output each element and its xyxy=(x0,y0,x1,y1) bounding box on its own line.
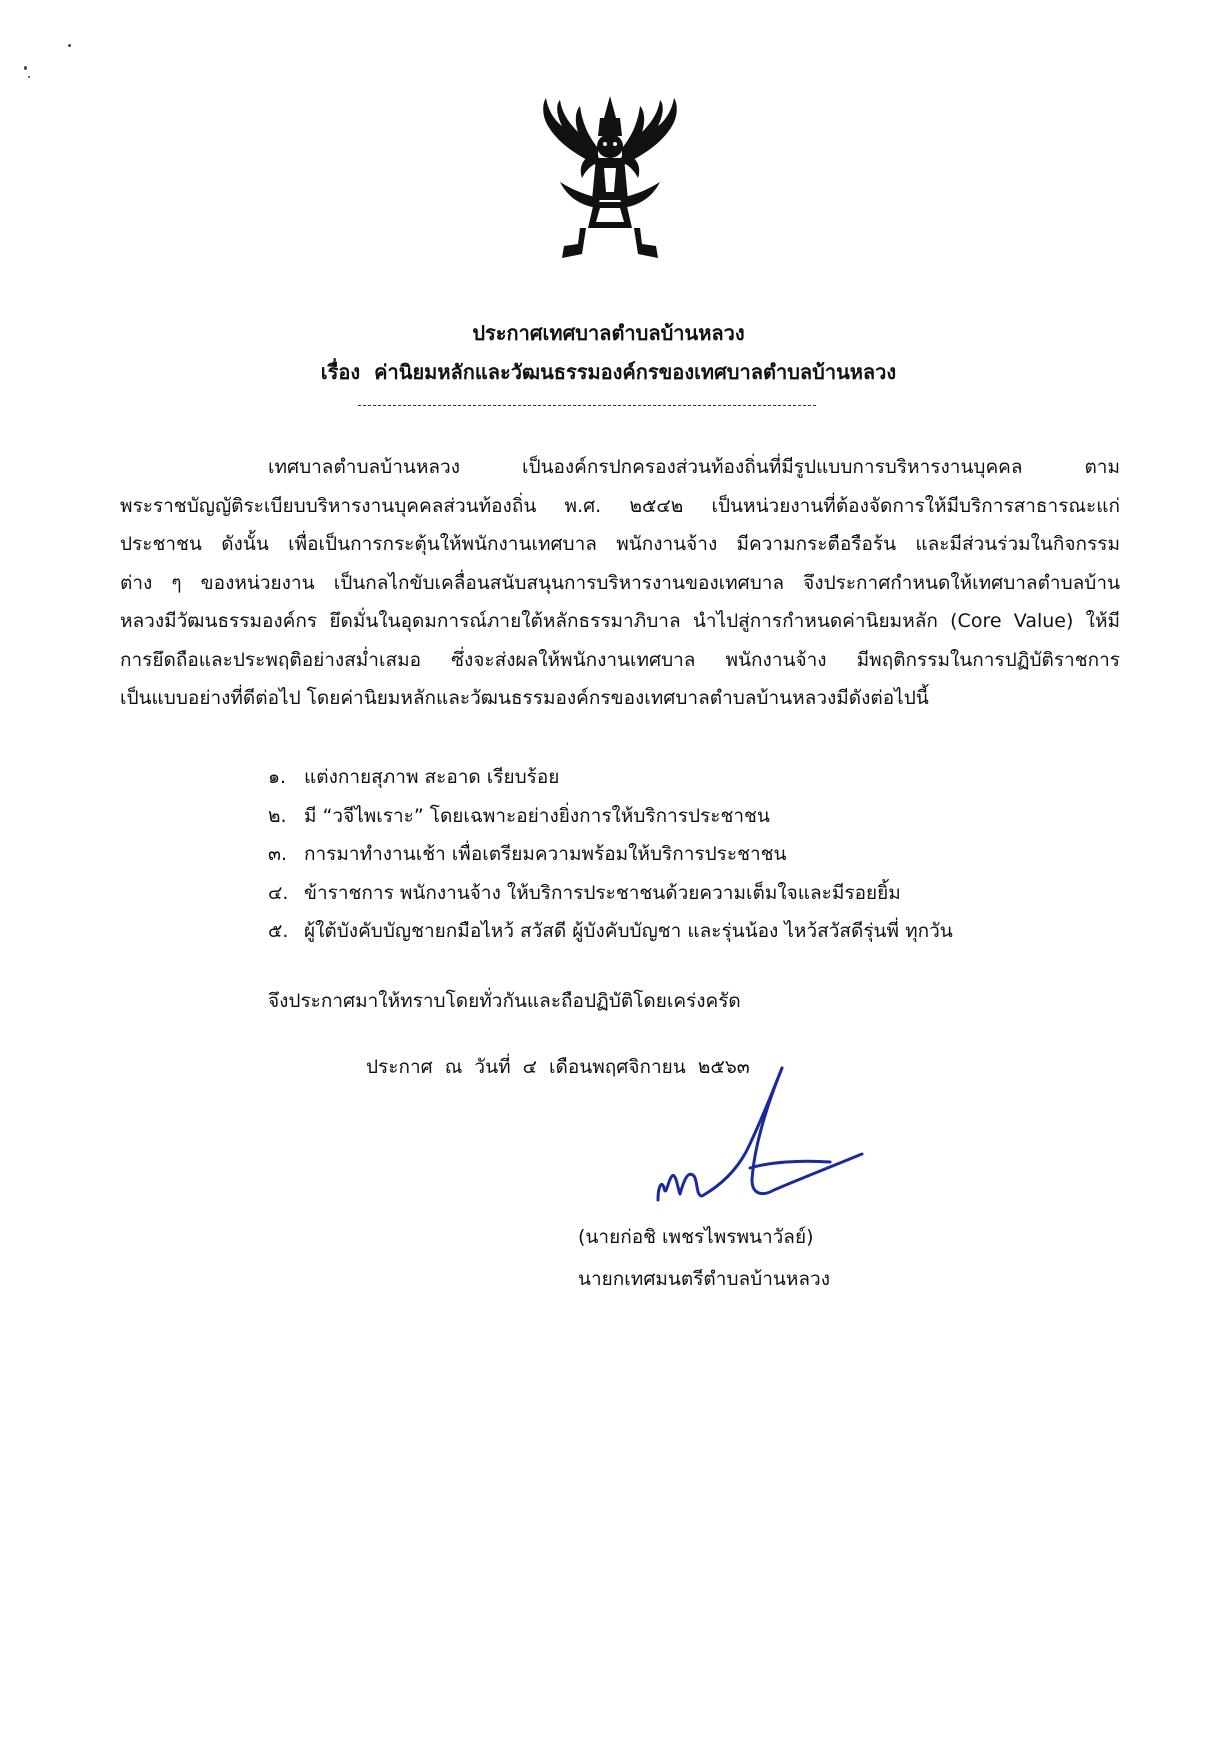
body-line: การยึดถือและประพฤติอย่างสม่ำเสมอ ซึ่งจะส่งผลให้พนักงานเทศบาล พนักงานจ้าง มีพฤติกรรมในการปฏิบัติราชการ xyxy=(120,648,1120,671)
item-number: ๒. xyxy=(268,804,287,827)
scan-speck xyxy=(68,44,71,47)
item-number: ๑. xyxy=(268,766,287,788)
item-text: ผู้ใต้บังคับบัญชายกมือไหว้ สวัสดี ผู้บังคับบัญชา และรุ่นน้อง ไหว้สวัสดีรุ่นพี่ ทุกวัน xyxy=(304,920,953,942)
item-number: ๓. xyxy=(268,843,288,865)
scan-speck xyxy=(24,66,27,70)
scan-speck xyxy=(28,76,30,78)
list-item xyxy=(268,835,953,874)
handwritten-signature-icon xyxy=(650,1058,875,1228)
date-line: ประกาศ ณ วันที่ ๔ เดือนพฤศจิกายน ๒๕๖๓ xyxy=(366,1056,750,1078)
body-line: ประชาชน ดังนั้น เพื่อเป็นการกระตุ้นให้พนักงานเทศบาล พนักงานจ้าง มีความกระตือรือร้น และมีส่วนร่วมในกิจกรรม xyxy=(120,533,1120,555)
body-line: หลวงมีวัฒนธรรมองค์กร ยึดมั่นในอุดมการณ์ภายใต้หลักธรรมาภิบาล นำไปสู่การกำหนดค่านิยมหลัก (Core Value) ให้มี xyxy=(120,610,1120,632)
announcement-title: ประกาศเทศบาลตำบลบ้านหลวง xyxy=(472,321,745,345)
list-item xyxy=(268,758,953,797)
list-item xyxy=(268,912,953,951)
closing-statement: จึงประกาศมาให้ทราบโดยทั่วกันและถือปฏิบัติโดยเคร่งครัด xyxy=(268,990,741,1012)
item-text: ข้าราชการ พนักงานจ้าง ให้บริการประชาชนด้วยความเต็มใจและมีรอยยิ้ม xyxy=(304,881,901,904)
body-line: เทศบาลตำบลบ้านหลวง เป็นองค์กรปกครองส่วนท้องถิ่นที่มีรูปแบบการบริหารงานบุคคล ตาม xyxy=(268,456,1120,478)
body-line: พระราชบัญญัติระเบียบบริหารงานบุคคลส่วนท้องถิ่น พ.ศ. ๒๕๔๒ เป็นหน่วยงานที่ต้องจัดการให้มีบริการสาธารณะแก่ xyxy=(120,494,1120,517)
item-number: ๔. xyxy=(268,881,289,904)
item-number: ๕. xyxy=(268,920,289,942)
body-line: เป็นแบบอย่างที่ดีต่อไป โดยค่านิยมหลักและวัฒนธรรมองค์กรของเทศบาลตำบลบ้านหลวงมีดังต่อไปนี้ xyxy=(120,687,929,709)
subject-line xyxy=(0,356,1217,388)
list-item xyxy=(268,797,953,836)
subject-label: เรื่อง xyxy=(320,360,361,384)
signer-name: (นายก่อชิ เพชรไพรพนาวัลย์) xyxy=(578,1226,814,1248)
item-text: การมาทำงานเช้า เพื่อเตรียมความพร้อมให้บริการประชาชน xyxy=(304,843,787,865)
body-paragraph xyxy=(120,448,1120,718)
separator-line xyxy=(358,405,816,406)
signer-position: นายกเทศมนตรีตำบลบ้านหลวง xyxy=(578,1268,830,1290)
subject-text: ค่านิยมหลักและวัฒนธรรมองค์กรของเทศบาลตำบลบ้านหลวง xyxy=(374,360,897,384)
item-text: มี “วจีไพเราะ” โดยเฉพาะอย่างยิ่งการให้บริการประชาชน xyxy=(304,804,770,827)
item-text: แต่งกายสุภาพ สะอาด เรียบร้อย xyxy=(304,766,560,788)
body-line: ต่าง ๆ ของหน่วยงาน เป็นกลไกขับเคลื่อนสนับสนุนการบริหารงานของเทศบาล จึงประกาศกำหนดให้เทศบาลตำบลบ้าน xyxy=(120,571,1120,594)
garuda-emblem-icon xyxy=(520,96,700,264)
core-values-list xyxy=(268,758,953,951)
list-item xyxy=(268,874,953,913)
